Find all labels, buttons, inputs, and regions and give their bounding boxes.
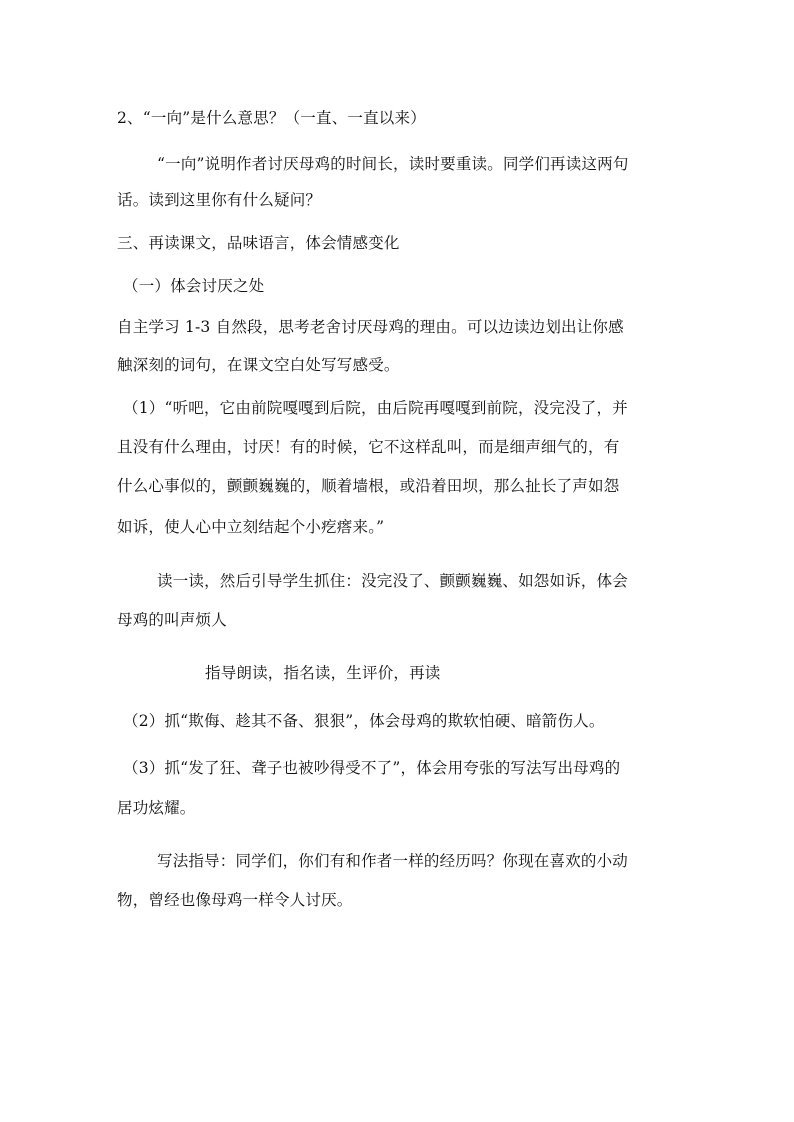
section-heading-3: 三、再读课文，品味语言，体会情感变化 (117, 234, 400, 252)
quote-1-line-1: （1）“听吧，它由前院嘎嘎到后院，由后院再嘎嘎到前院，没完没了，并 (123, 399, 628, 417)
quote-1-line-4: 如诉，使人心中立刻结起个小疙瘩来。” (117, 518, 385, 536)
reading-guide-line-2: 母鸡的叫声烦人 (117, 611, 227, 629)
quote-1-line-3: 什么心事似的，颤颤巍巍的，顺着墙根，或沿着田坝，那么扯长了声如怨 (117, 477, 620, 495)
self-study-line-2: 触深刻的词句，在课文空白处写写感受。 (117, 356, 400, 374)
question-2-line: 2、“一向”是什么意思？（一直、一直以来） (117, 109, 426, 127)
reading-guide-line-1: 读一读，然后引导学生抓住：没完没了、颤颤巍巍、如怨如诉，体会 (157, 572, 629, 590)
writing-guide-line-1: 写法指导：同学们，你们有和作者一样的经历吗？你现在喜欢的小动 (157, 852, 629, 870)
point-3-line-1: （3）抓“发了狂、聋子也被吵得受不了”，体会用夸张的写法写出母鸡的 (123, 759, 621, 777)
reading-instruction-line: 指导朗读，指名读，生评价，再读 (205, 664, 441, 682)
explanation-line-1: “一向”说明作者讨厌母鸡的时间长，读时要重读。同学们再读这两句 (157, 155, 629, 173)
point-3-line-2: 居功炫耀。 (117, 799, 196, 817)
point-2-line: （2）抓“欺侮、趁其不备、狠狠”，体会母鸡的欺软怕硬、暗箭伤人。 (123, 712, 605, 730)
writing-guide-line-2: 物，曾经也像母鸡一样令人讨厌。 (117, 891, 353, 909)
subsection-heading-1: （一）体会讨厌之处 (123, 277, 265, 295)
quote-1-line-2: 且没有什么理由，讨厌！有的时候，它不这样乱叫，而是细声细气的，有 (117, 438, 620, 456)
explanation-line-2: 话。读到这里你有什么疑问？ (117, 191, 322, 209)
self-study-line-1: 自主学习 1-3 自然段，思考老舍讨厌母鸡的理由。可以边读边划出让你感 (117, 318, 624, 336)
